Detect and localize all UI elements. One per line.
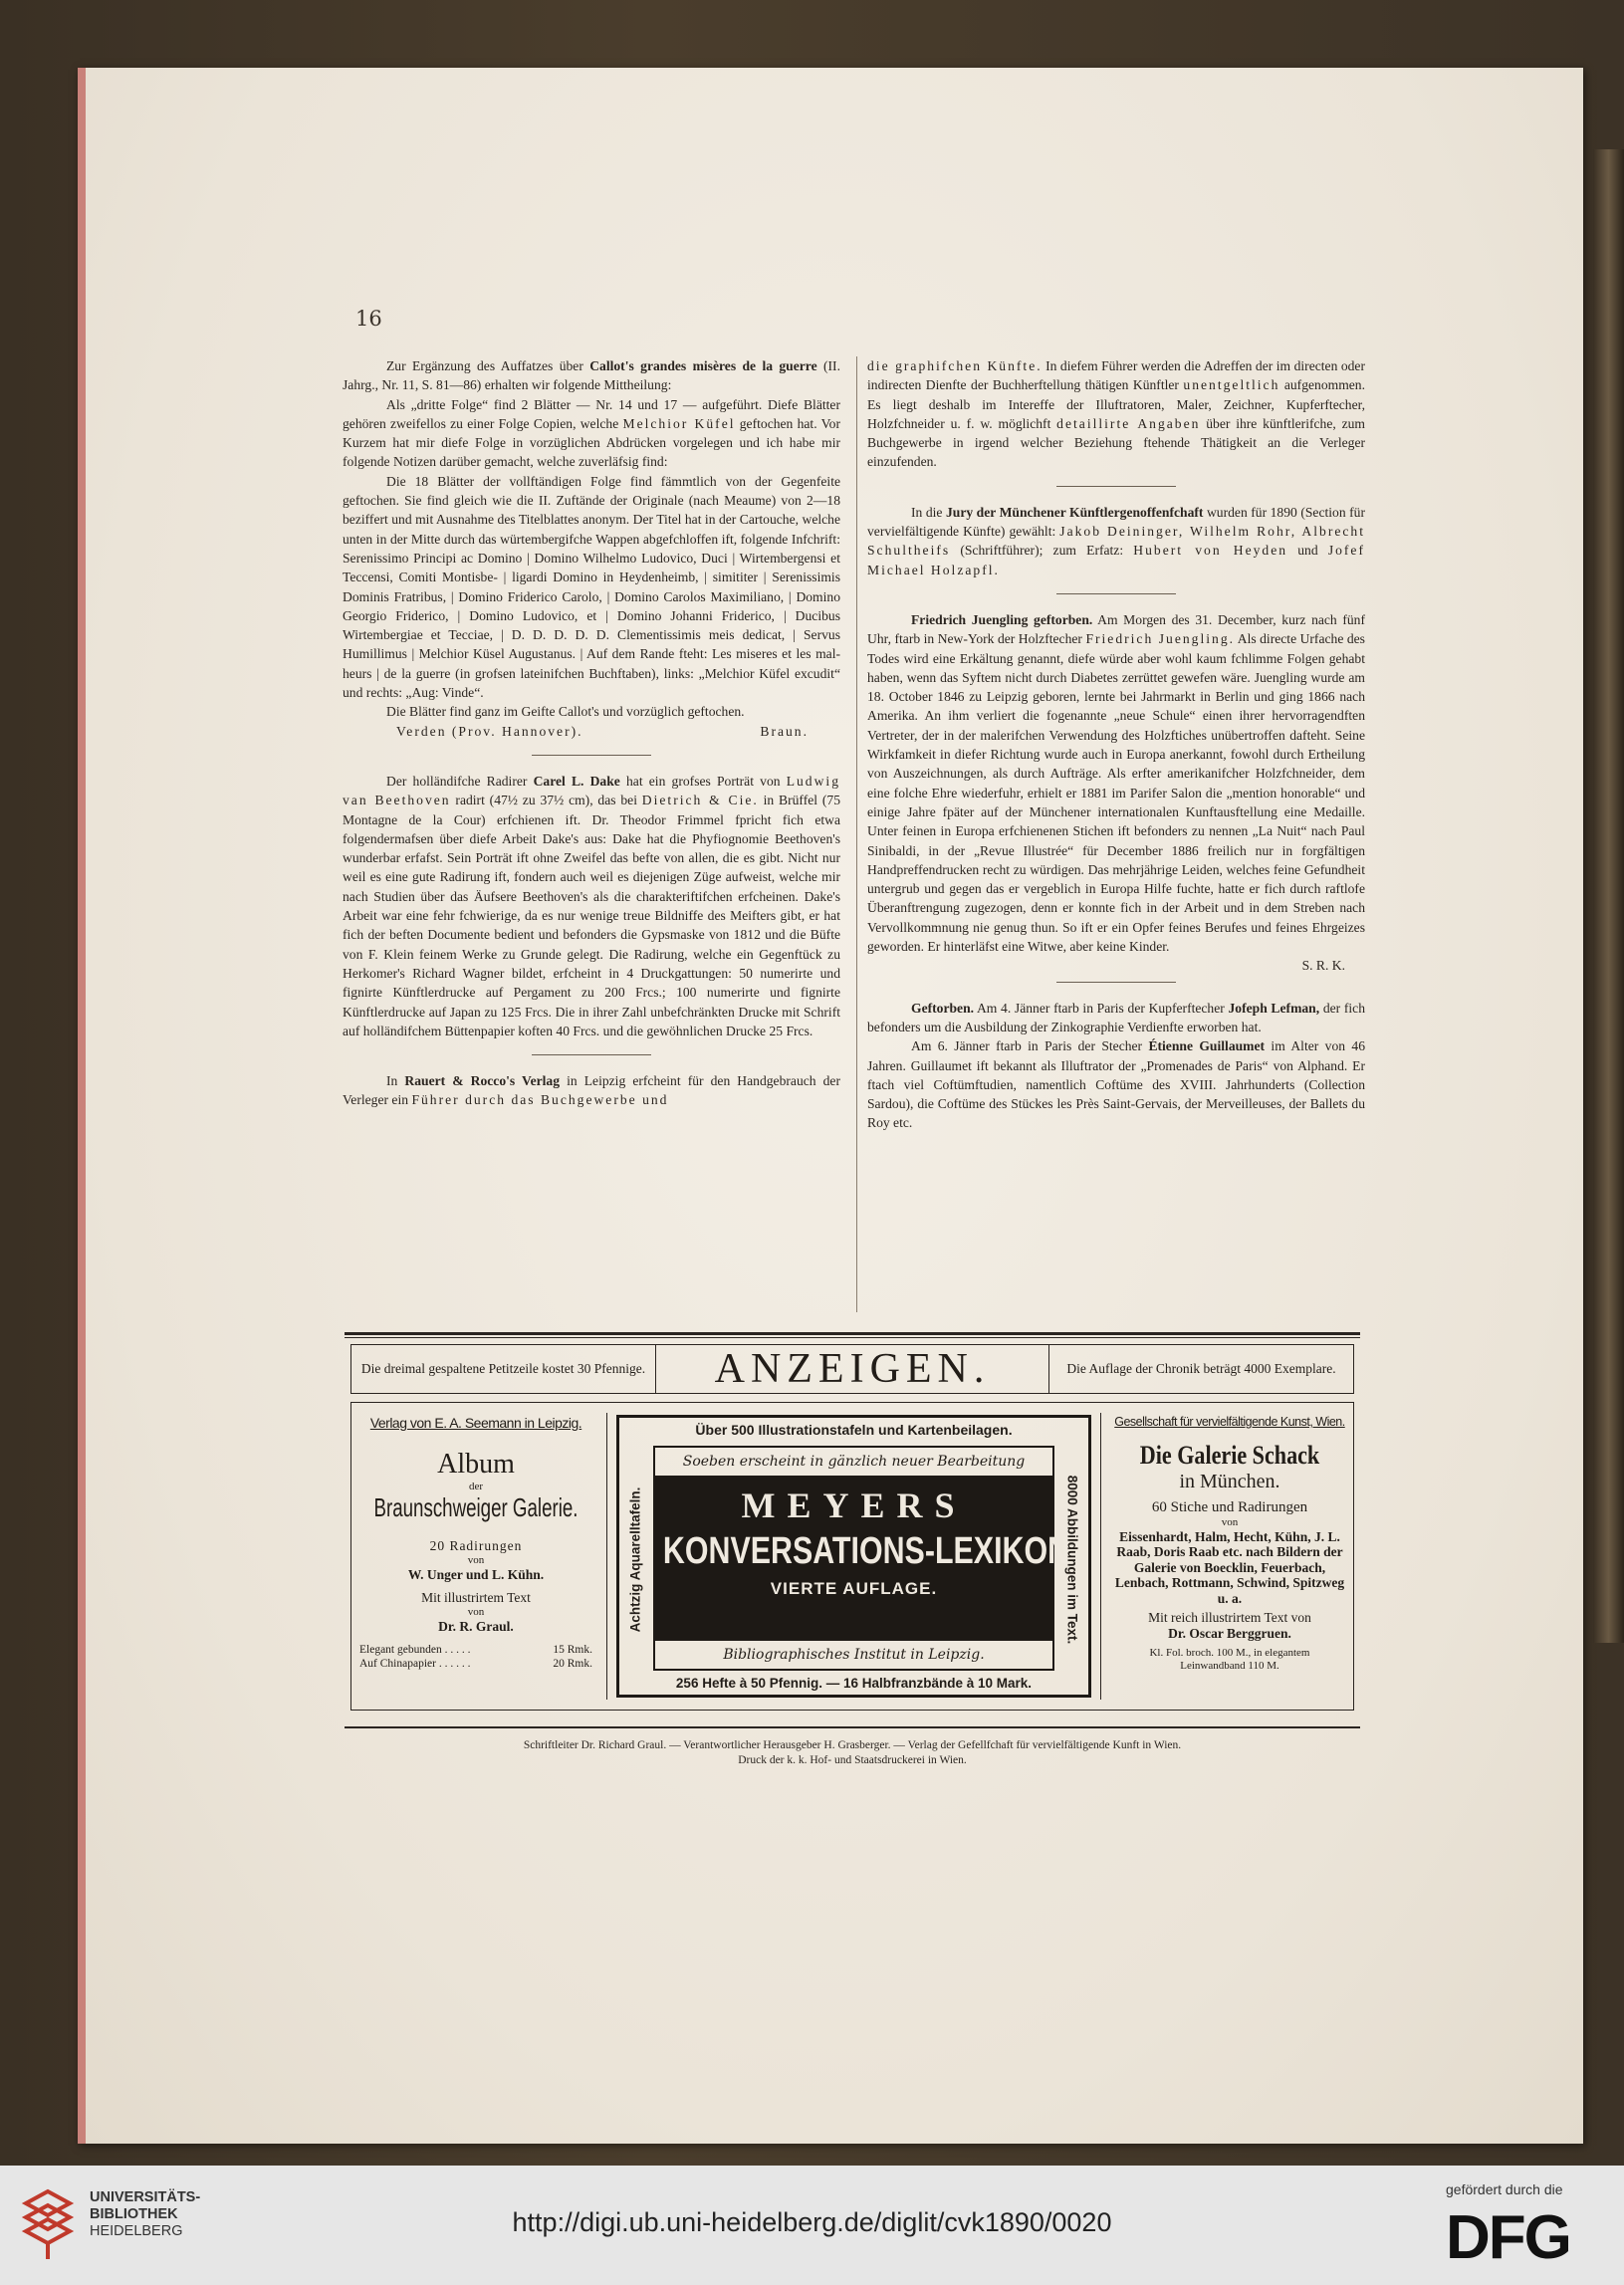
separator	[1056, 982, 1176, 983]
text: der fich befonders um die Ausbildung der Zinkographie Verdienfte erworben hat.	[867, 1000, 1366, 1034]
text: Zur Ergänzung des Auffatzes über	[386, 358, 590, 373]
ad-author: Dr. Oscar Berggruen.	[1168, 1625, 1291, 1641]
price-value: 15 Rmk.	[553, 1644, 592, 1656]
ad-brand: MEYERS	[741, 1485, 967, 1525]
text: wurden für 1890 (Section für vervielfältigende Künfte) gewählt:	[867, 504, 1365, 540]
text: hat ein grofses Porträt von	[619, 773, 787, 789]
bold-title: Callot's grandes misères de la guerre	[589, 358, 817, 373]
spaced-word: unentgeltlich	[1183, 377, 1280, 393]
library-name-line: HEIDELBERG	[90, 2223, 183, 2239]
column-divider	[856, 356, 857, 1312]
ad-divider	[1100, 1413, 1101, 1700]
viewer-bar	[0, 2166, 1624, 2285]
ad-title: Braunschweiger Galerie.	[373, 1492, 579, 1522]
ad-editor: Dr. R. Graul.	[438, 1619, 514, 1634]
price-value: 20 Rmk.	[553, 1658, 592, 1670]
text: Am Morgen des 31. December, kurz nach fünf Uhr, ftarb in New-York der Holzftecher	[867, 611, 1365, 647]
spaced-name: Jofef Michael Holzapfl.	[867, 543, 1365, 577]
imprint-line: Schriftleiter Dr. Richard Graul. — Verantwortlicher Herausgeber H. Grasberger. — Verlag der Gefellfchaft für vervielfältigende Kunft in Wien.	[523, 1739, 1182, 1751]
text: Am 4. Jänner ftarb in Paris der Kupferftecher	[974, 1000, 1229, 1016]
spaced-name: Führer durch das Buchgewerbe und	[411, 1092, 669, 1108]
separator	[1056, 486, 1176, 487]
price-label: Elegant gebunden . . . . .	[359, 1644, 471, 1656]
library-name-line: UNIVERSITÄTS-	[90, 2189, 201, 2205]
rauert-paragraph	[343, 1071, 840, 1110]
separator	[1056, 593, 1176, 594]
meyers-ad	[616, 1415, 1091, 1698]
page-number: 16	[355, 307, 382, 331]
footer-rule	[345, 1726, 1360, 1728]
bold-name: Carel L. Dake	[533, 773, 620, 789]
ads-top-rule	[345, 1332, 1360, 1335]
ad-text: Mit illustrirtem Text	[421, 1590, 531, 1605]
spaced-name: Friedrich Juengling.	[1085, 631, 1236, 647]
ad-authors: W. Unger und L. Kühn.	[407, 1567, 545, 1582]
ad-subtitle: Soeben erscheint in gänzlich neuer Bearbeitung	[655, 1448, 1052, 1478]
ad-inner-box	[653, 1446, 1070, 1671]
spaced-name: Melchior Küfel	[622, 415, 736, 431]
permalink-url[interactable]: http://digi.ub.uni-heidelberg.de/diglit/cvk1890/0020	[512, 2207, 1112, 2237]
imprint	[345, 1738, 1360, 1768]
text: in Brüffel (75 Montagne de la Cour) erfchienen ift. Dr. Theodor Frimmel fpricht fich etwa folgendermafsen über diefe Arbeit Dake's aus: Dake hat die Phyfiognomie Beethoven's wunderbar erfafst. Sein Porträt ift ohne Zweifel das befte von allen, die es gibt. Nicht nur weil es eine gute Radirung ift, fondern auch weil es diejenigen Züge aufweist, welche mir nach Studien über das Äufsere Beethoven's als die charakteriftifchen erfcheinen. Dake's Arbeit war eine fehr fchwierige, da es nur wenige treue Bildniffe des Meifters gibt, er hat fich der beften Documente bedient und befonders die Gypsmaske von 1812 und die Büfte von F. Klein feinem Werke zu Grunde gelegt. Die Radirung, welche ein Gegenftück zu Herkomer's Richard Wagner bildet, erfcheint in 4 Druckgattungen: 50 numerirte und fignirte Künftlerdrucke auf Pergament zu 200 Frcs.; 100 numerirte und fignirte Künftlerdrucke auf Japan zu 125 Frcs. Die in ihrer Zahl unbefchränkten Drucke mit Schrift auf holländifchem Büttenpapier koften 40 Frcs. und die gewöhnlichen Drucke 25 Frcs.	[343, 793, 840, 1038]
ads-title: ANZEIGEN.	[655, 1345, 1049, 1393]
text: (II. Jahrg., Nr. 11, S. 81—86) erhalten wir folgende Mittheilung:	[343, 358, 840, 393]
ad-publisher: Verlag von E. A. Seemann in Leipzig.	[369, 1415, 582, 1431]
imprint-line: Druck der k. k. Hof- und Staatsdruckerei in Wien.	[738, 1754, 967, 1766]
ad-publisher: Bibliographisches Institut in Leipzig.	[655, 1639, 1052, 1669]
callot-paragraph	[343, 356, 840, 395]
text: Der holländifche Radirer	[386, 773, 534, 789]
ads-circulation-note: Die Auflage der Chronik beträgt 4000 Exemplare.	[1066, 1361, 1336, 1376]
vertical-text: Achtzig Aquarelltafeln.	[627, 1486, 643, 1632]
signature-place: Verden (Prov. Hannover).	[396, 723, 583, 739]
text: In	[386, 1073, 405, 1089]
ad-title: Album	[437, 1449, 515, 1480]
text: Als directe Urfache des Todes wird eine Erkältung genannt, diefe würde aber wohl kaum fchlimme Folgen gehabt haben, wenn das Syftem nicht durch Diabetes zerrüttet gewefen wäre. Juengling wurde am 18. October 1846 zu Leipzig geboren, lernte bei Jahrmarkt in Berlin und ging 1866 nach Amerika. An ihm verliert die fogenannte „neue Schule“ einen ihrer hervorragendften Vertreter, der in der malerifchen Verwendung des Holzftiches unübertroffen dafteht. Seine Wirkfamkeit in diefer Richtung wurde auch in Europa anerkannt, fowohl durch Ertheilung von Auszeichnungen, als durch Aufträge. Als erfter amerikanifcher Holzfchneider, dem eine folche Ehre wiederfuhr, erhielt er 1881 im Parifer Salon die „mention honorable“ und einige Jahre fpäter auf der Münchener internationalen Kunftausftellung eine Medaille. Unter feinen in Europa erfchienenen Stichen ift befonders zu nennen „La Nuit“ nach Paul Sinibaldi, in der „Revue Illustrée“ für December 1886 freilich nur in forgfältigen Handpreffendrucken recht zu würdigen. Das mehrjährige Leiden, welches feine Gefundheit untergrub und gegen das er vergeblich in Europa Hilfe fuchte, hatte er fich durch raftlofe Überanftrengung zugezogen, denn er konnte fich in der Arbeit und in dem Streben nach Vervollkommnung nie genug thun. So ift er ein Opfer feines Berufes und feines Ehrgeizes geworden. Er hinterläfst eine Witwe, aber keine Kinder.	[867, 631, 1365, 955]
spaced-name: die graphifchen Künfte.	[867, 358, 1043, 373]
dake-paragraph	[343, 772, 840, 1040]
text: (Schriftführer); zum Erfatz:	[950, 543, 1134, 559]
bold-title: Friedrich Juengling geftorben.	[911, 611, 1093, 627]
text: in Leipzig erfcheint für den Handgebrauch der Verleger ein	[343, 1073, 840, 1108]
ad-divider	[606, 1413, 607, 1700]
ads-body	[350, 1402, 1354, 1711]
bold-name: Jofeph Lefman,	[1228, 1000, 1320, 1016]
ad-edition: VIERTE AUFLAGE.	[770, 1579, 938, 1598]
guillaumet-paragraph	[867, 1036, 1365, 1132]
jury-paragraph	[867, 503, 1365, 579]
ad-title: Die Galerie Schack	[1139, 1441, 1320, 1470]
dfg-logo-icon[interactable]: DFG	[1446, 2203, 1570, 2272]
ad-product: KONVERSATIONS-LEXIKON	[662, 1530, 1070, 1572]
bold-name: Jury der Münchener Künftlergenoffenfchaft	[945, 504, 1204, 520]
ad-price-row	[351, 1643, 600, 1657]
ad-text: Mit reich illustrirtem Text von	[1148, 1610, 1311, 1625]
ad-black-panel	[655, 1478, 1070, 1641]
ad-format: Kl. Fol. broch. 100 M., in elegantem Leinwandband 110 M.	[1149, 1647, 1310, 1672]
spaced-word: detaillirte Angaben	[1056, 415, 1201, 431]
signature	[343, 722, 840, 741]
text: radirt (47½ zu 37½ cm), das bei	[450, 793, 642, 808]
text: Am 6. Jänner ftarb in Paris der Stecher	[911, 1038, 1149, 1054]
ad-top-line: Über 500 Illustrationstafeln und Kartenbeilagen.	[695, 1422, 1013, 1438]
bold-name: Rauert & Rocco's Verlag	[404, 1073, 561, 1089]
closing-paragraph: Die Blätter find ganz im Geifte Callot's und vorzüglich geftochen.	[386, 704, 745, 720]
signature	[867, 956, 1365, 975]
text: In diefem Führer werden die Adreffen der im directen oder indirecten Dienfte der Buchherftellung thätigen Künftler	[867, 358, 1365, 393]
text: über ihre künftlerifche, zum Buchgewerbe in irgend welcher Beziehung ftehende Thätigkeit an die Verleger einzufenden.	[867, 415, 1365, 470]
lefman-paragraph	[867, 999, 1365, 1037]
ads-top-rule-thin	[345, 1337, 1360, 1338]
juengling-paragraph	[867, 610, 1365, 956]
spaced-name: Ludwig van Beethoven	[343, 773, 840, 808]
ad-title: in München.	[1179, 1471, 1280, 1492]
right-column	[867, 356, 1365, 1133]
funding-caption: gefördert durch die	[1446, 2181, 1563, 2197]
ad-bottom-line: 256 Hefte à 50 Pfennig. — 16 Halbfranzbände à 10 Mark.	[675, 1676, 1033, 1691]
bold-name: Étienne Guillaumet	[1148, 1038, 1266, 1054]
left-column	[343, 356, 840, 1110]
text: In die	[911, 504, 946, 520]
separator	[532, 755, 651, 756]
ad-artists: Eissenhardt, Halm, Hecht, Kühn, J. L. Raab, Doris Raab etc. nach Bildern der Galerie von Boecklin, Feuerbach, Lenbach, Rottmann, Schwind, Spitzweg u. a.	[1114, 1528, 1345, 1606]
text: im Alter von 46 Jahren. Guillaumet ift bekannt als Illuftrator der „Promenades de Paris“ von Alphand. Er ftach viel Coftümftudien, namentlich Coftüme des XVIII. Jahrhunderts (Collection Sardou), die Coftüme des Stückes les Près Saint-Gervais, der Merveilleuses, der Ballets du Roy etc.	[867, 1038, 1365, 1131]
ad-text: von	[1221, 1515, 1239, 1528]
ad-text: 60 Stiche und Radirungen	[1151, 1499, 1308, 1515]
schack-ad	[1106, 1403, 1353, 1710]
bold-title: Geftorben.	[911, 1000, 975, 1016]
text: und	[1287, 543, 1328, 559]
signature-initials: S. R. K.	[1301, 958, 1345, 974]
library-name-line: BIBLIOTHEK	[90, 2206, 178, 2222]
spaced-name: Hubert von Heyden	[1133, 543, 1288, 559]
third-series-paragraph	[343, 395, 840, 472]
ad-vertical-left	[621, 1438, 649, 1681]
fuehrer-paragraph	[867, 356, 1365, 472]
ad-price-row	[351, 1657, 600, 1671]
ad-text: der	[468, 1481, 484, 1492]
seemann-ad	[351, 1403, 600, 1710]
text: Als „dritte Folge“ find 2 Blätter — Nr. 14 und 17 — aufgeführt. Diefe Blätter gehören zweifellos zu einer Folge Copien, welche	[343, 396, 840, 431]
ad-text: von	[467, 1606, 485, 1618]
ad-publisher: Gesellschaft für vervielfältigende Kunst, Wien.	[1114, 1415, 1345, 1429]
ad-text: 20 Radirungen	[429, 1538, 523, 1553]
spaced-name: Dietrich & Cie.	[641, 793, 759, 808]
text: geftochen hat. Vor Kurzem hat mir diefe Folge in vorzüglichen Abdrücken vorgelegen und ich habe mir folgende Notizen darüber gemacht, welche zuverläfsig find:	[343, 415, 840, 470]
spaced-name: Jakob Deininger, Wilhelm Rohr, Albrecht Schultheifs	[867, 524, 1365, 559]
description-paragraph: Die 18 Blätter der vollftändigen Folge find fämmtlich von der Gegenfeite geftochen. Sie find gleich wie die II. Zuftände der Originale (nach Meaume) von 2—18 beziffert und mit Ausnahme des Titelblattes anonym. Der Titel hat in der Cartouche, welche unten in der Mitte durch das würtembergifche Wappen abgefchloffen ift, folgende Infchrift: Serenissimo Principi ac Domino | Domino Wilhelmo Ludovico, Duci | Wirtembergensi et Teccensi, Comiti Montisbe- | ligardi Domino in Heydenheimb, | simititer | Serenissimis Dominis Fratribus, | Domino Friderico Carolo, | Domino Carolos Maximiliano, | Domino Georgio Friderico, | Domino Ludovico, et | Domino Johanni Friderico, | Ducibus Wirtembergiae et Tecciae, | D. D. D. D. D. Clementissimis meis dedicat, | Servus Humillimus | Melchior Küsel Augustanus. | Auf dem Rande fteht: Les miseres et les mal-heurs | de la guerre (in grofsen lateinifchen Buchftaben), links: „Melchior Küfel excudit“ und rechts: „Aug: Vinde“.	[343, 473, 840, 701]
signature-name: Braun.	[760, 723, 809, 739]
price-label: Auf Chinapapier . . . . . .	[359, 1658, 471, 1670]
vertical-text: 8000 Abbildungen im Text.	[1064, 1475, 1080, 1644]
adjacent-page-edge	[1593, 149, 1624, 1643]
ads-header	[350, 1344, 1354, 1394]
separator	[532, 1054, 651, 1055]
ads-price-note: Die dreimal gespaltene Petitzeile kostet 30 Pfennige.	[360, 1361, 646, 1376]
ad-text: von	[467, 1554, 485, 1566]
text: aufgenommen. Es liegt deshalb im Intereffe der Illuftratoren, Maler, Zeichner, Kupferftecher, Holzfchneider u. f. w. möglichft	[867, 377, 1366, 431]
